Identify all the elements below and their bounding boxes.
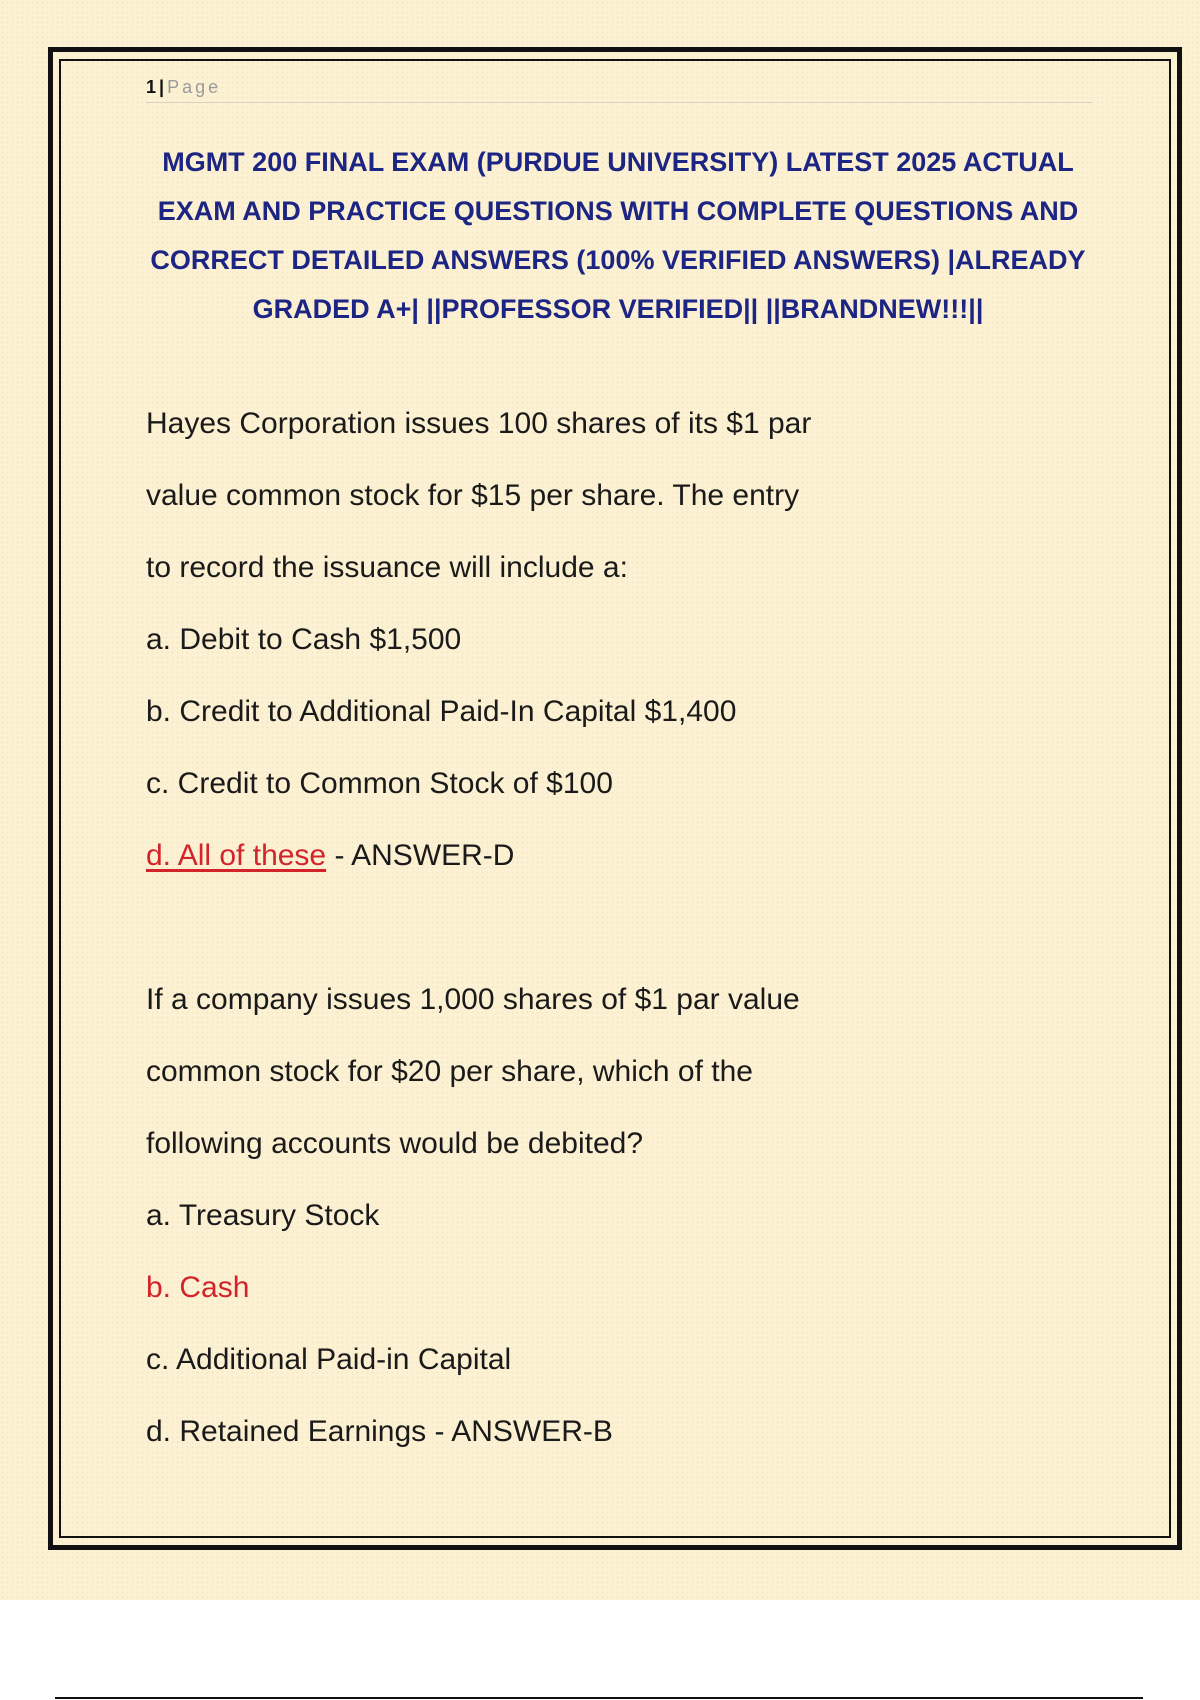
question-2-option-d-text: d. Retained Earnings	[146, 1415, 427, 1448]
question-2-answer-key: - ANSWER-B	[426, 1415, 613, 1448]
question-1-line-3: to record the issuance will include a:	[146, 551, 628, 584]
question-2	[146, 972, 1066, 1476]
page-number: 1	[146, 77, 157, 97]
question-1	[146, 396, 1066, 900]
question-1-option-b: b. Credit to Additional Paid-In Capital $1,400	[146, 695, 737, 728]
question-1-line-1: Hayes Corporation issues 100 shares of its $1 par	[146, 407, 812, 440]
question-2-option-c: c. Additional Paid-in Capital	[146, 1343, 512, 1376]
question-2-line-1: If a company issues 1,000 shares of $1 par value	[146, 983, 800, 1016]
question-1-answer-key: - ANSWER-D	[326, 839, 515, 872]
page-header	[146, 74, 1092, 103]
question-2-option-d	[146, 1404, 1066, 1476]
question-2-correct-option: b. Cash	[146, 1271, 250, 1304]
question-2-option-a: a. Treasury Stock	[146, 1199, 380, 1232]
document-title: MGMT 200 FINAL EXAM (PURDUE UNIVERSITY) LATEST 2025 ACTUAL EXAM AND PRACTICE QUESTIONS WITH COMPLETE QUESTIONS AND CORRECT DETAILED ANSWERS (100% VERIFIED ANSWERS) |ALREADY GRADED A+| ||PROFESSOR VERIFIED|| ||BRANDNEW!!!||	[150, 147, 1086, 324]
question-2-line-2: common stock for $20 per share, which of the	[146, 1055, 753, 1088]
question-1-correct-option: d. All of these	[146, 839, 327, 872]
question-1-option-a: a. Debit to Cash $1,500	[146, 623, 462, 656]
next-page-rule	[55, 1697, 1143, 1699]
question-1-option-d	[146, 828, 1066, 900]
question-1-line-2: value common stock for $15 per share. The entry	[146, 479, 800, 512]
page-label: Page	[167, 77, 222, 97]
page-separator: |	[159, 77, 165, 97]
question-1-option-c: c. Credit to Common Stock of $100	[146, 767, 613, 800]
question-2-line-3: following accounts would be debited?	[146, 1127, 644, 1160]
